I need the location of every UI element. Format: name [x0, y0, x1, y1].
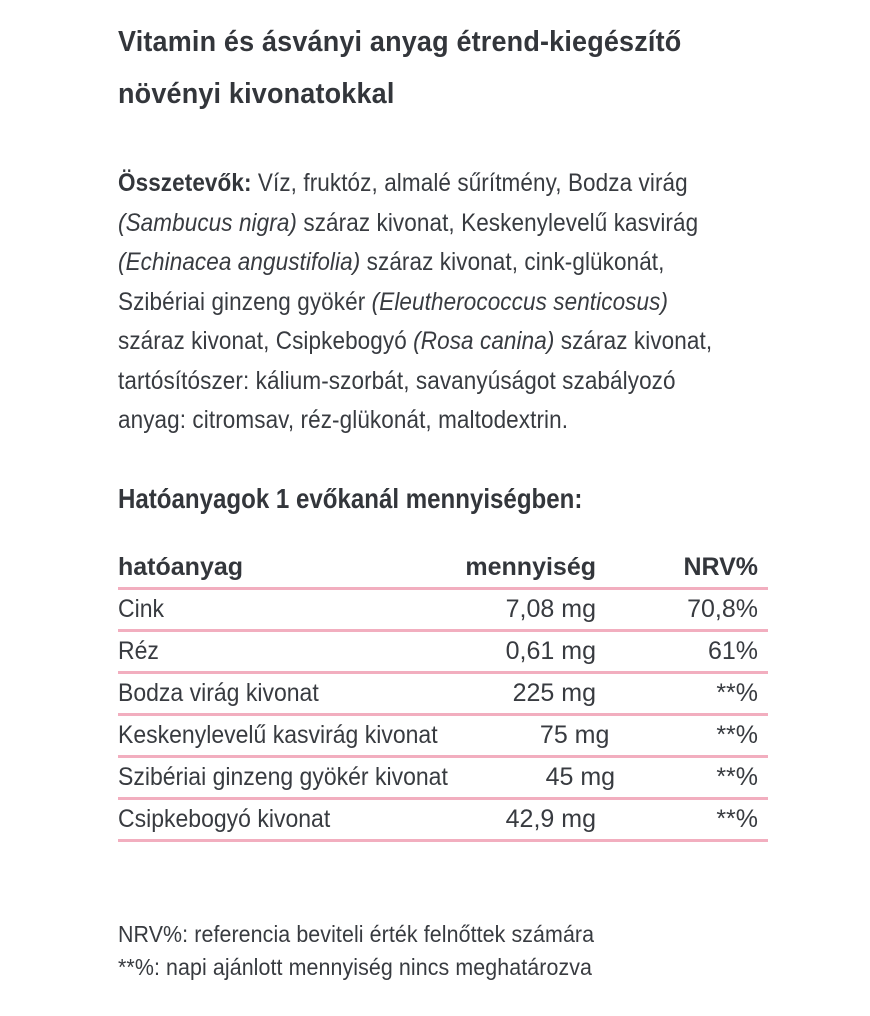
ingredients-text: száraz kivonat, cink-glükonát,: [360, 248, 665, 276]
cell-hatoanyag: [118, 679, 439, 708]
cell-nrv: **%: [716, 762, 758, 791]
cell-hatoanyag-text: Szibériai ginzeng gyökér kivonat: [118, 762, 448, 791]
actives-table: [118, 548, 768, 842]
cell-hatoanyag-text: Keskenylevelű kasvirág kivonat: [118, 720, 438, 749]
ingredients-line: [118, 401, 703, 441]
actives-heading: Hatóanyagok 1 evőkanál mennyiségben:: [118, 482, 583, 514]
ingredients-text: Víz, fruktóz, almalé sűrítmény, Bodza virág: [251, 169, 688, 197]
table-row: [118, 632, 768, 674]
table-row: [118, 716, 768, 758]
cell-mennyiseg: 225 mg: [512, 678, 596, 707]
ingredients-text: tartósítószer: kálium-szorbát, savanyúságot szabályozó: [118, 366, 676, 395]
cell-nrv: 61%: [707, 636, 758, 665]
ingredients-line: [118, 322, 713, 362]
cell-hatoanyag: [118, 637, 439, 666]
footnote-asterisk: **%: napi ajánlott mennyiség nincs meghatározva: [118, 953, 593, 980]
cell-nrv: **%: [716, 678, 758, 707]
col-header-hatoanyag: hatóanyag: [118, 552, 244, 581]
cell-mennyiseg: 42,9 mg: [505, 804, 596, 833]
cell-hatoanyag: [118, 721, 465, 750]
latin-name: (Eleutherococcus senticosus): [371, 287, 669, 316]
page-title-line: Vitamin és ásványi anyag étrend-kiegészítő: [118, 26, 682, 58]
ingredients-line: [118, 362, 703, 402]
cell-hatoanyag: [118, 805, 439, 834]
col-header-mennyiseg: mennyiség: [465, 552, 596, 581]
latin-name: (Rosa canina): [413, 327, 555, 355]
ingredients-line: [118, 204, 703, 244]
ingredients-line: [118, 283, 703, 323]
table-row: [118, 590, 768, 632]
cell-hatoanyag-text: Bodza virág kivonat: [118, 678, 319, 707]
ingredients-paragraph: [118, 164, 768, 441]
cell-mennyiseg: 75 mg: [539, 720, 610, 749]
cell-nrv: 70,8%: [687, 594, 758, 623]
footnote-nrv: NRV%: referencia beviteli érték felnőttek számára: [118, 920, 595, 947]
page-title: [118, 16, 768, 120]
page-title-line: növényi kivonatokkal: [118, 78, 395, 110]
latin-name: (Sambucus nigra): [118, 208, 298, 237]
supplement-label-document: [118, 16, 768, 984]
ingredients-label: Összetevők:: [118, 169, 252, 197]
cell-nrv: **%: [716, 804, 758, 833]
col-header-nrv: NRV%: [683, 552, 758, 581]
ingredients-line: [118, 164, 703, 204]
cell-nrv: **%: [716, 720, 758, 749]
cell-hatoanyag-text: Csipkebogyó kivonat: [118, 804, 331, 833]
ingredients-text: száraz kivonat,: [554, 327, 713, 355]
latin-name: (Echinacea angustifolia): [118, 248, 361, 276]
footnotes: [118, 918, 768, 984]
cell-mennyiseg: 45 mg: [545, 762, 616, 791]
cell-mennyiseg: 7,08 mg: [505, 594, 596, 623]
ingredients-text: Szibériai ginzeng gyökér: [118, 287, 372, 316]
table-row: [118, 758, 768, 800]
table-body: [118, 590, 768, 842]
cell-hatoanyag: [118, 763, 477, 792]
cell-hatoanyag-text: Réz: [118, 636, 159, 665]
cell-hatoanyag-text: Cink: [118, 594, 165, 623]
table-header-row: [118, 548, 768, 590]
ingredients-text: anyag: citromsav, réz-glükonát, maltodextrin.: [118, 406, 569, 434]
cell-mennyiseg: 0,61 mg: [505, 636, 596, 665]
table-row: [118, 800, 768, 842]
table-row: [118, 674, 768, 716]
ingredients-text: száraz kivonat, Keskenylevelű kasvirág: [297, 208, 699, 237]
ingredients-text: száraz kivonat, Csipkebogyó: [118, 327, 414, 355]
ingredients-line: [118, 243, 703, 283]
cell-hatoanyag: [118, 595, 439, 624]
